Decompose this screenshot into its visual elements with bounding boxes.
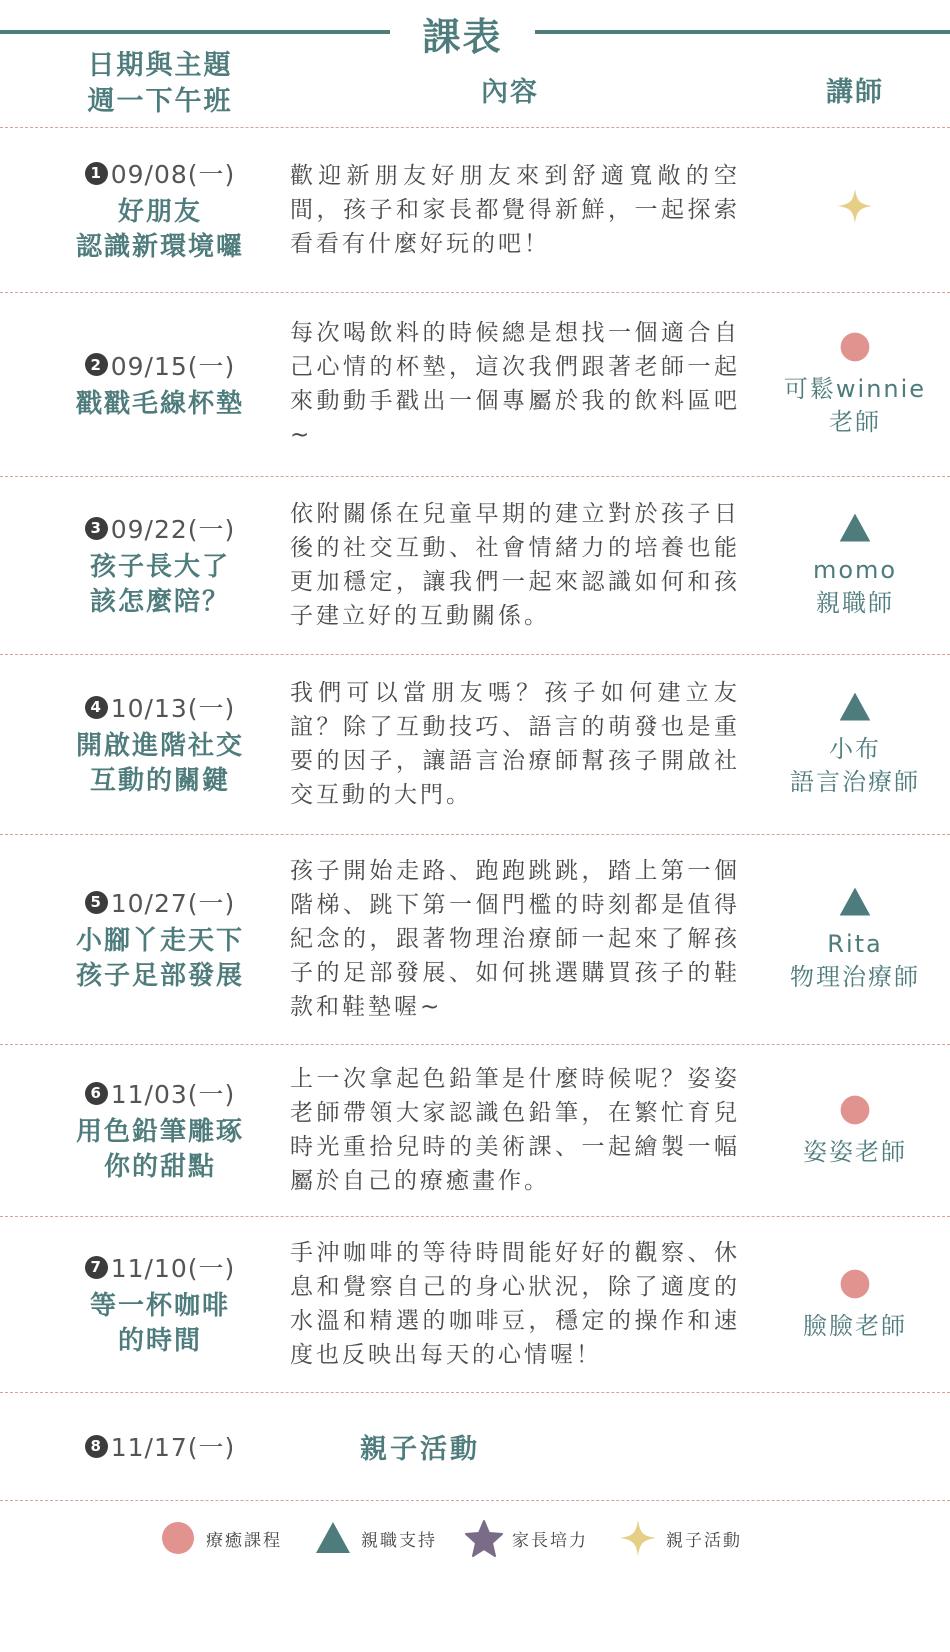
session-description: 上一次拿起色鉛筆是什麼時候呢？姿姿老師帶領大家認識色鉛筆，在繁忙育兒時光重拾兒時的美術課、一起繪製一幅屬於自己的療癒畫作。	[290, 1066, 740, 1194]
teacher-name	[813, 554, 897, 620]
date-topic-cell	[40, 128, 280, 292]
table-row	[0, 476, 950, 654]
teacher-line1: 可鬆winnie	[783, 375, 927, 403]
teacher-line1: 小布	[829, 735, 881, 763]
table-row	[0, 1392, 950, 1500]
teacher-line1: Rita	[827, 930, 883, 958]
triangle-icon	[837, 510, 873, 550]
legend-item	[150, 1508, 282, 1568]
teacher-line2: 語言治療師	[790, 768, 920, 796]
date-text: 11/17(一)	[110, 1433, 236, 1462]
date-text: 10/13(一)	[110, 694, 236, 723]
triangle-icon	[837, 689, 873, 729]
topic-line1: 戳戳毛線杯墊	[75, 388, 244, 419]
content-cell	[290, 1044, 740, 1216]
date-text: 09/15(一)	[110, 351, 236, 381]
date-topic-cell	[40, 654, 280, 834]
session-date	[85, 347, 236, 383]
teacher-cell	[760, 1216, 950, 1392]
topic-line2: 的時間	[117, 1326, 202, 1356]
legend-label: 家長培力	[512, 1530, 588, 1551]
legend-label: 親子活動	[666, 1530, 742, 1551]
session-topic	[76, 195, 244, 265]
date-topic-cell	[40, 1216, 280, 1392]
teacher-cell	[760, 834, 950, 1044]
topic-line2: 你的甜點	[103, 1152, 216, 1182]
session-number: 2	[85, 353, 108, 376]
legend-item	[456, 1508, 588, 1568]
session-date	[85, 1075, 236, 1111]
teacher-line2: 老師	[829, 408, 881, 436]
circle-icon	[837, 329, 873, 369]
title-divider-left	[0, 30, 390, 34]
triangle-icon	[313, 1518, 353, 1558]
date-topic-cell	[40, 476, 280, 654]
header-content: 內容	[481, 77, 539, 108]
title-divider-right	[535, 30, 950, 34]
triangle-icon	[837, 884, 873, 924]
legend-label: 親職支持	[361, 1530, 437, 1551]
session-topic	[76, 924, 244, 994]
teacher-line1: 姿姿老師	[803, 1137, 907, 1166]
session-topic	[76, 387, 244, 422]
teacher-name	[790, 928, 920, 994]
topic-line1: 孩子長大了	[89, 552, 230, 582]
header-teacher: 講師	[826, 77, 884, 108]
content-cell	[290, 654, 740, 834]
topic-line1: 用色鉛筆雕琢	[75, 1117, 244, 1147]
header-date-topic-line1: 日期與主題	[87, 50, 233, 81]
date-text: 11/10(一)	[110, 1254, 236, 1283]
session-description: 孩子開始走路、跑跑跳跳，踏上第一個階梯、跳下第一個門檻的時刻都是值得紀念的，跟著物理治療師一起來了解孩子的足部發展、如何挑選購買孩子的鞋款和鞋墊喔~	[290, 858, 740, 1020]
teacher-name	[784, 373, 926, 439]
circle-icon	[837, 1092, 873, 1132]
table-row	[0, 292, 950, 476]
table-row	[0, 834, 950, 1044]
teacher-line1: 臉臉老師	[803, 1311, 907, 1340]
session-topic	[90, 1289, 230, 1359]
table-header	[0, 48, 950, 128]
circle-icon	[158, 1518, 198, 1558]
topic-line2: 互動的關鍵	[89, 766, 230, 796]
legend-item	[305, 1508, 437, 1568]
teacher-name	[803, 1310, 907, 1343]
topic-line1: 好朋友	[117, 197, 202, 227]
teacher-cell	[760, 128, 950, 292]
date-text: 10/27(一)	[110, 889, 236, 918]
content-cell	[290, 292, 740, 476]
legend-item	[610, 1508, 742, 1568]
page-title: 課表	[422, 15, 503, 59]
date-topic-cell	[40, 1044, 280, 1216]
sparkle-icon	[618, 1518, 658, 1558]
content-cell	[290, 128, 740, 292]
content-cell	[290, 834, 740, 1044]
session-topic	[76, 729, 244, 799]
session-number: 5	[85, 891, 108, 914]
header-date-topic	[40, 48, 280, 120]
session-description: 每次喝飲料的時候總是想找一個適合自己心情的杯墊，這次我們跟著老師一起來動動手戳出一個專屬於我的飲料區吧~	[290, 320, 740, 448]
session-date	[85, 1249, 236, 1285]
table-row	[0, 1216, 950, 1392]
star-icon	[836, 187, 874, 229]
session-description: 手沖咖啡的等待時間能好好的觀察、休息和覺察自己的身心狀況，除了適度的水溫和精選的咖啡豆，穩定的操作和速度也反映出每天的心情喔！	[290, 1240, 740, 1368]
teacher-cell	[760, 1044, 950, 1216]
date-text: 09/22(一)	[110, 515, 236, 544]
teacher-name	[803, 1136, 907, 1169]
topic-line1: 小腳丫走天下	[75, 926, 244, 956]
table-row	[0, 128, 950, 292]
topic-line1: 開啟進階社交	[75, 731, 244, 761]
star-icon	[464, 1518, 504, 1558]
session-date	[85, 689, 236, 725]
topic-line2: 孩子足部發展	[75, 961, 244, 991]
content-cell	[290, 1216, 740, 1392]
session-date	[85, 884, 236, 920]
teacher-name	[790, 733, 920, 799]
session-number: 7	[85, 1256, 108, 1279]
teacher-cell	[760, 292, 950, 476]
session-topic	[76, 1115, 244, 1185]
session-topic	[90, 550, 230, 620]
legend	[0, 1508, 950, 1568]
table-row	[0, 654, 950, 834]
session-number: 8	[85, 1435, 108, 1458]
session-description: 歡迎新朋友好朋友來到舒適寬敞的空間，孩子和家長都覺得新鮮，一起探索看看有什麼好玩的吧！	[290, 163, 740, 257]
date-text: 09/08(一)	[110, 160, 236, 189]
session-date	[85, 1428, 236, 1464]
topic-line2: 認識新環境囉	[75, 232, 244, 262]
topic-line1: 等一杯咖啡	[89, 1291, 230, 1321]
session-date	[85, 155, 236, 191]
circle-icon	[837, 1266, 873, 1306]
date-topic-cell	[40, 1392, 280, 1500]
table-row	[0, 1044, 950, 1216]
date-topic-cell	[40, 834, 280, 1044]
session-number: 6	[85, 1082, 108, 1105]
legend-label: 療癒課程	[206, 1530, 282, 1551]
row-divider	[0, 1500, 950, 1501]
session-number: 4	[85, 696, 108, 719]
session-number: 3	[85, 517, 108, 540]
teacher-line2: 物理治療師	[790, 963, 920, 991]
session-number: 1	[85, 162, 108, 185]
teacher-cell	[760, 654, 950, 834]
session-description: 我們可以當朋友嗎？孩子如何建立友誼？除了互動技巧、語言的萌發也是重要的因子，讓語言治療師幫孩子開啟社交互動的大門。	[290, 680, 740, 808]
teacher-cell	[760, 476, 950, 654]
date-text: 11/03(一)	[110, 1080, 236, 1109]
teacher-line2: 親職師	[816, 589, 894, 617]
topic-line2: 該怎麼陪？	[89, 587, 230, 617]
session-description: 依附關係在兒童早期的建立對於孩子日後的社交互動、社會情緒力的培養也能更加穩定，讓我們一起來認識如何和孩子建立好的互動關係。	[290, 501, 740, 629]
session-date	[85, 510, 236, 546]
date-topic-cell	[40, 292, 280, 476]
header-date-topic-line2: 週一下午班	[87, 86, 233, 117]
family-activity-label: 親子活動	[360, 1433, 480, 1465]
teacher-line1: momo	[812, 556, 898, 584]
content-cell	[290, 476, 740, 654]
